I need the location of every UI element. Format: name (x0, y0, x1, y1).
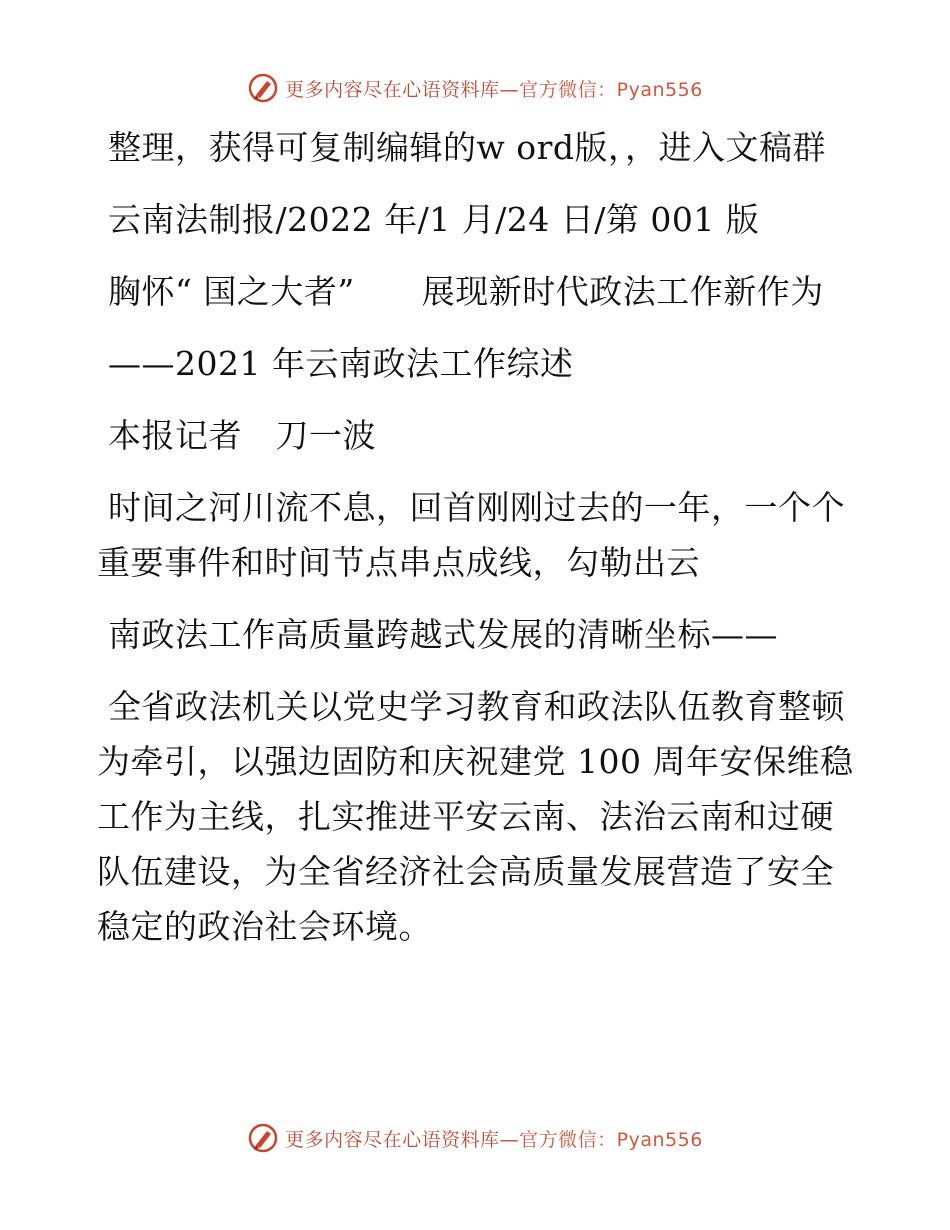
paragraph-body-3: 全省政法机关以党史学习教育和政法队伍教育整顿为牵引，以强边固防和庆祝建党 100 周年安保维稳工作为主线，扎实推进平安云南、法治云南和过硬队伍建设，为全省经济社会高质量发展营造了安全稳定的政治社会环境。 (97, 687, 854, 946)
footer-watermark (0, 1122, 950, 1154)
article-subtitle: ——2021 年云南政法工作综述 (108, 344, 574, 383)
pen-logo-icon (247, 72, 279, 104)
watermark-separator: — (499, 1128, 520, 1151)
watermark-main: 更多内容尽在心语资料库 (285, 78, 500, 101)
watermark-text (285, 75, 703, 102)
article-byline: 本报记者 刀一波 (108, 416, 376, 455)
watermark-main: 更多内容尽在心语资料库 (285, 1128, 500, 1151)
document-body (97, 120, 857, 971)
paragraph-source: 云南法制报/2022 年/1 月/24 日/第 001 版 (108, 200, 760, 239)
watermark-contact: 官方微信：Pyan556 (519, 1128, 703, 1151)
paragraph-body-2: 南政法工作高质量跨越式发展的清晰坐标—— (108, 615, 778, 654)
paragraph-intro-note: 整理，获得可复制编辑的w ord版，，进入文稿群 (108, 128, 827, 167)
watermark-text (285, 1125, 703, 1152)
header-watermark (0, 72, 950, 104)
watermark-contact: 官方微信：Pyan556 (519, 78, 703, 101)
watermark-separator: — (499, 78, 520, 101)
paragraph-body-1: 时间之河川流不息，回首刚刚过去的一年，一个个重要事件和时间节点串点成线，勾勒出云 (97, 488, 845, 582)
article-title: 胸怀“ 国之大者” 展现新时代政法工作新作为 (108, 272, 824, 311)
pen-logo-icon (247, 1122, 279, 1154)
